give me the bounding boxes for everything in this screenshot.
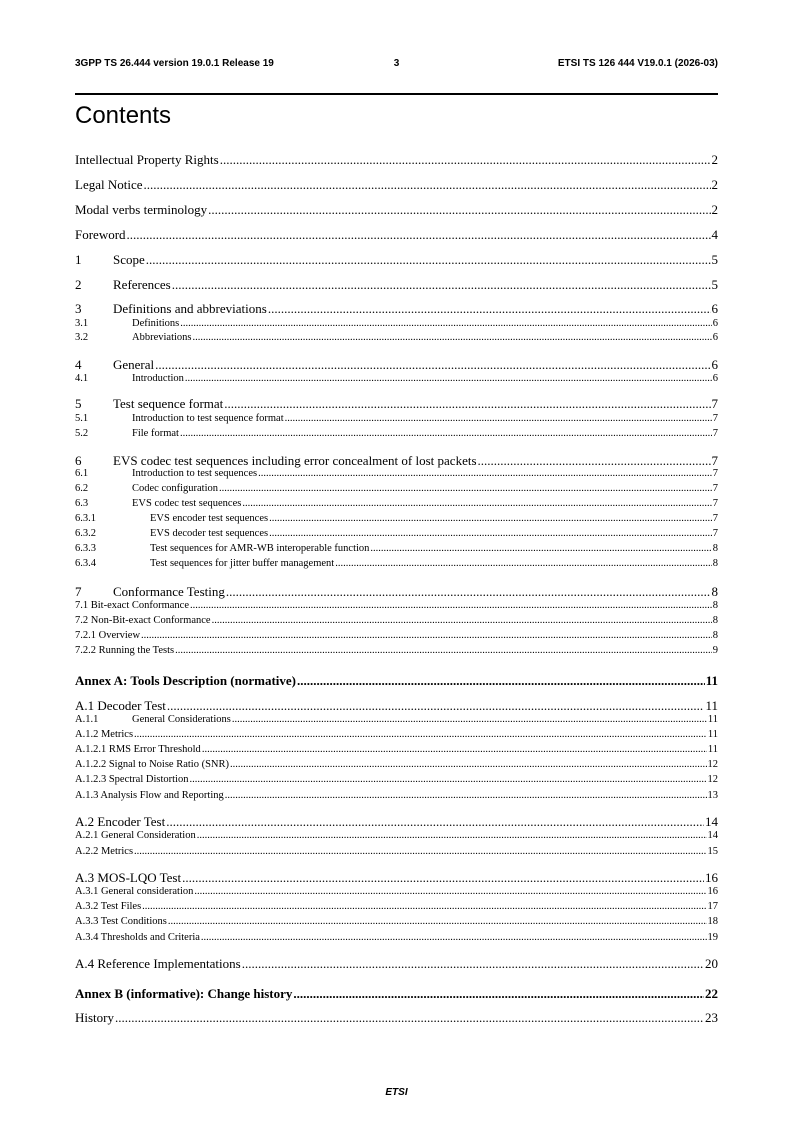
toc-entry-label: A.3.3 Test Conditions: [75, 916, 167, 927]
toc-dot-leader: [115, 1010, 704, 1026]
toc-entry[interactable]: [75, 542, 718, 555]
toc-entry-label: Test sequence format: [113, 396, 224, 411]
toc-dot-leader: [166, 814, 704, 830]
toc-entry-page: 2: [711, 177, 718, 192]
toc-entry[interactable]: [75, 277, 718, 293]
toc-dot-leader: [293, 986, 704, 1002]
toc-entry-page: 7: [712, 528, 718, 539]
toc-entry[interactable]: [75, 482, 718, 495]
toc-dot-leader: [155, 357, 710, 373]
toc-entry-label: A.1.2.2 Signal to Noise Ratio (SNR): [75, 759, 229, 770]
toc-entry-label: Annex A: Tools Description (normative): [75, 673, 296, 688]
toc-dot-leader: [226, 584, 711, 600]
toc-entry[interactable]: [75, 599, 718, 612]
toc-entry[interactable]: [75, 152, 718, 168]
toc-entry-page: 7: [711, 396, 718, 411]
toc-entry-page: 18: [707, 916, 718, 927]
toc-entry[interactable]: [75, 789, 718, 802]
toc-entry-number: 6.3: [75, 498, 89, 509]
toc-entry-label: Introduction to test sequences: [132, 468, 258, 479]
toc-entry-label: References: [113, 277, 171, 292]
toc-entry-page: 11: [705, 673, 718, 688]
toc-dot-leader: [269, 512, 712, 525]
toc-dot-leader: [297, 673, 705, 689]
toc-entry-page: 6: [712, 373, 718, 384]
toc-entry[interactable]: [75, 900, 718, 913]
toc-entry-page: 16: [707, 886, 718, 897]
toc-entry-page: 8: [712, 543, 718, 554]
toc-dot-leader: [134, 845, 706, 858]
toc-entry-page: 4: [711, 227, 718, 242]
toc-entry-page: 12: [707, 774, 718, 785]
toc-dot-leader: [220, 152, 711, 168]
page-header: [75, 58, 718, 70]
toc-entry[interactable]: [75, 829, 718, 842]
toc-entry[interactable]: [75, 673, 718, 689]
toc-entry[interactable]: [75, 915, 718, 928]
toc-dot-leader: [219, 482, 712, 495]
toc-entry-number: A.1.1: [75, 714, 99, 725]
toc-dot-leader: [201, 931, 707, 944]
toc-dot-leader: [127, 227, 711, 243]
toc-entry-page: 11: [707, 744, 718, 755]
toc-entry-page: 8: [712, 558, 718, 569]
toc-entry-page: 20: [705, 956, 718, 971]
toc-dot-leader: [208, 202, 710, 218]
toc-entry[interactable]: [75, 527, 718, 540]
toc-entry[interactable]: [75, 427, 718, 440]
toc-entry-label: EVS codec test sequences including error concealment of lost packets: [113, 453, 477, 468]
toc-entry-label: A.2.1 General Consideration: [75, 830, 196, 841]
toc-entry-label: A.1.2 Metrics: [75, 729, 134, 740]
toc-dot-leader: [232, 713, 707, 726]
toc-entry-label: General Considerations: [132, 714, 231, 725]
toc-entry[interactable]: [75, 512, 718, 525]
toc-entry[interactable]: [75, 614, 718, 627]
toc-entry[interactable]: [75, 252, 718, 268]
toc-dot-leader: [146, 252, 711, 268]
toc-entry[interactable]: [75, 357, 718, 373]
toc-entry[interactable]: [75, 956, 718, 972]
toc-dot-leader: [224, 396, 710, 412]
toc-dot-leader: [212, 614, 712, 627]
toc-entry[interactable]: [75, 644, 718, 657]
toc-entry-number: 7: [75, 584, 82, 599]
toc-dot-leader: [193, 331, 712, 344]
toc-dot-leader: [194, 885, 706, 898]
toc-dot-leader: [189, 773, 706, 786]
toc-entry[interactable]: [75, 317, 718, 330]
toc-entry-label: EVS codec test sequences: [132, 498, 242, 509]
toc-dot-leader: [230, 758, 707, 771]
toc-dot-leader: [269, 527, 712, 540]
toc-entry-label: Definitions: [132, 318, 180, 329]
toc-entry-label: 7.1 Bit-exact Conformance: [75, 600, 190, 611]
toc-dot-leader: [285, 412, 712, 425]
toc-dot-leader: [225, 789, 707, 802]
toc-dot-leader: [182, 870, 704, 886]
toc-entry-label: Modal verbs terminology: [75, 202, 208, 217]
toc-entry[interactable]: [75, 557, 718, 570]
toc-entry-page: 2: [711, 202, 718, 217]
toc-entry[interactable]: [75, 396, 718, 412]
toc-entry-page: 6: [712, 332, 718, 343]
header-etsi-ref: ETSI TS 126 444 V19.0.1 (2026-03): [557, 58, 718, 69]
toc-entry-page: 14: [705, 814, 718, 829]
toc-entry-label: A.1.2.1 RMS Error Threshold: [75, 744, 201, 755]
toc-entry-label: Test sequences for AMR-WB interoperable function: [150, 543, 370, 554]
toc-entry-label: A.3.2 Test Files: [75, 901, 142, 912]
toc-entry-label: Conformance Testing: [113, 584, 225, 599]
toc-entry-page: 23: [705, 1010, 718, 1025]
toc-entry-number: 2: [75, 277, 82, 292]
toc-entry-number: 3: [75, 301, 82, 316]
toc-entry-label: Legal Notice: [75, 177, 143, 192]
toc-dot-leader: [167, 698, 705, 714]
toc-entry-label: A.3.1 General consideration: [75, 886, 194, 897]
toc-entry-number: 1: [75, 252, 82, 267]
toc-dot-leader: [190, 599, 712, 612]
toc-entry-label: A.3.4 Thresholds and Criteria: [75, 932, 200, 943]
toc-entry-page: 7: [712, 413, 718, 424]
toc-dot-leader: [242, 497, 711, 510]
toc-entry-page: 6: [711, 357, 718, 372]
toc-entry-page: 7: [712, 513, 718, 524]
toc-entry-number: 6.2: [75, 483, 89, 494]
toc-entry-label: A.2 Encoder Test: [75, 814, 166, 829]
toc-entry-label: Codec configuration: [132, 483, 219, 494]
toc-dot-leader: [202, 743, 707, 756]
toc-entry[interactable]: [75, 177, 718, 193]
toc-entry-page: 22: [705, 986, 718, 1001]
toc-entry-number: 4: [75, 357, 82, 372]
header-page-number: 3: [393, 58, 400, 69]
toc-entry-page: 7: [712, 468, 718, 479]
toc-entry[interactable]: [75, 713, 718, 726]
toc-entry-label: Test sequences for jitter buffer management: [150, 558, 335, 569]
toc-entry[interactable]: [75, 202, 718, 218]
toc-dot-leader: [180, 317, 712, 330]
toc-dot-leader: [172, 277, 711, 293]
toc-entry-page: 2: [711, 152, 718, 167]
toc-entry-page: 15: [707, 846, 718, 857]
toc-entry-label: Intellectual Property Rights: [75, 152, 219, 167]
toc-entry-number: 6: [75, 453, 82, 468]
toc-entry-page: 7: [712, 498, 718, 509]
toc-entry-page: 8: [712, 630, 718, 641]
page-title: Contents: [75, 102, 172, 129]
toc-entry-number: 3.1: [75, 318, 89, 329]
toc-entry-page: 12: [707, 759, 718, 770]
toc-entry-page: 14: [707, 830, 718, 841]
page-footer: ETSI: [385, 1087, 408, 1098]
toc-entry-page: 8: [712, 615, 718, 626]
toc-entry-label: A.4 Reference Implementations: [75, 956, 241, 971]
toc-entry-label: EVS encoder test sequences: [150, 513, 269, 524]
toc-entry-label: Foreword: [75, 227, 126, 242]
toc-entry-label: A.1.3 Analysis Flow and Reporting: [75, 790, 224, 801]
toc-entry[interactable]: [75, 467, 718, 480]
toc-entry-label: General: [113, 357, 155, 372]
toc-entry-page: 16: [705, 870, 718, 885]
toc-entry-page: 11: [705, 698, 718, 713]
toc-entry[interactable]: [75, 986, 718, 1002]
toc-entry[interactable]: [75, 773, 718, 786]
toc-entry-number: 5.2: [75, 428, 89, 439]
toc-entry-number: 6.3.3: [75, 543, 96, 554]
toc-dot-leader: [141, 629, 712, 642]
toc-entry-number: 5.1: [75, 413, 89, 424]
toc-dot-leader: [335, 557, 712, 570]
toc-dot-leader: [175, 644, 712, 657]
header-spec-version: 3GPP TS 26.444 version 19.0.1 Release 19: [75, 58, 274, 69]
toc-entry-number: 3.2: [75, 332, 89, 343]
header-rule: [75, 93, 718, 95]
toc-entry[interactable]: [75, 845, 718, 858]
toc-entry[interactable]: [75, 698, 718, 714]
toc-dot-leader: [197, 829, 707, 842]
toc-entry[interactable]: [75, 584, 718, 600]
toc-entry-page: 11: [707, 729, 718, 740]
toc-entry[interactable]: [75, 412, 718, 425]
toc-entry[interactable]: [75, 743, 718, 756]
toc-entry-page: 13: [707, 790, 718, 801]
toc-entry-label: 7.2.2 Running the Tests: [75, 645, 175, 656]
toc-entry[interactable]: [75, 885, 718, 898]
toc-entry-number: 6.3.4: [75, 558, 96, 569]
toc-entry-page: 11: [707, 714, 718, 725]
toc-entry[interactable]: [75, 301, 718, 317]
toc-entry-number: 6.1: [75, 468, 89, 479]
toc-entry[interactable]: [75, 758, 718, 771]
toc-entry-number: 4.1: [75, 373, 89, 384]
toc-dot-leader: [134, 728, 707, 741]
toc-entry[interactable]: [75, 629, 718, 642]
toc-dot-leader: [258, 467, 712, 480]
toc-entry-label: 7.2.1 Overview: [75, 630, 141, 641]
toc-entry-page: 17: [707, 901, 718, 912]
toc-entry-label: Introduction: [132, 373, 184, 384]
toc-entry[interactable]: [75, 372, 718, 385]
toc-entry[interactable]: [75, 728, 718, 741]
toc-entry-label: 7.2 Non-Bit-exact Conformance: [75, 615, 211, 626]
toc-entry-page: 7: [711, 453, 718, 468]
toc-dot-leader: [144, 177, 711, 193]
toc-entry[interactable]: [75, 931, 718, 944]
toc-entry-label: EVS decoder test sequences: [150, 528, 269, 539]
toc-dot-leader: [185, 372, 712, 385]
toc-entry[interactable]: [75, 497, 718, 510]
toc-entry-page: 7: [712, 428, 718, 439]
toc-entry-page: 19: [707, 932, 718, 943]
toc-entry-label: File format: [132, 428, 179, 439]
toc-entry-page: 9: [712, 645, 718, 656]
toc-entry-page: 5: [711, 277, 718, 292]
toc-entry[interactable]: [75, 331, 718, 344]
toc-entry-page: 7: [712, 483, 718, 494]
toc-entry-page: 5: [711, 252, 718, 267]
toc-dot-leader: [242, 956, 704, 972]
toc-entry-number: 6.3.1: [75, 513, 96, 524]
toc-entry[interactable]: [75, 814, 718, 830]
toc-entry-label: Annex B (informative): Change history: [75, 986, 293, 1001]
toc-entry-label: A.2.2 Metrics: [75, 846, 134, 857]
toc-entry-label: Definitions and abbreviations: [113, 301, 267, 316]
toc-entry-page: 6: [712, 318, 718, 329]
toc-dot-leader: [142, 900, 706, 913]
toc-entry[interactable]: [75, 870, 718, 886]
toc-entry-page: 8: [712, 600, 718, 611]
toc-entry-label: Abbreviations: [132, 332, 192, 343]
toc-entry-number: 5: [75, 396, 82, 411]
toc-entry-number: 6.3.2: [75, 528, 96, 539]
toc-entry-label: Introduction to test sequence format: [132, 413, 284, 424]
toc-entry-page: 6: [711, 301, 718, 316]
toc-dot-leader: [268, 301, 711, 317]
toc-entry-label: A.3 MOS-LQO Test: [75, 870, 182, 885]
toc-entry[interactable]: [75, 227, 718, 243]
toc-entry-label: A.1 Decoder Test: [75, 698, 166, 713]
toc-entry-page: 8: [711, 584, 718, 599]
toc-entry-label: Scope: [113, 252, 145, 267]
toc-entry-label: A.1.2.3 Spectral Distortion: [75, 774, 189, 785]
toc-dot-leader: [370, 542, 711, 555]
toc-entry[interactable]: [75, 1010, 718, 1026]
toc-dot-leader: [168, 915, 707, 928]
toc-dot-leader: [180, 427, 712, 440]
toc-entry-label: History: [75, 1010, 114, 1025]
